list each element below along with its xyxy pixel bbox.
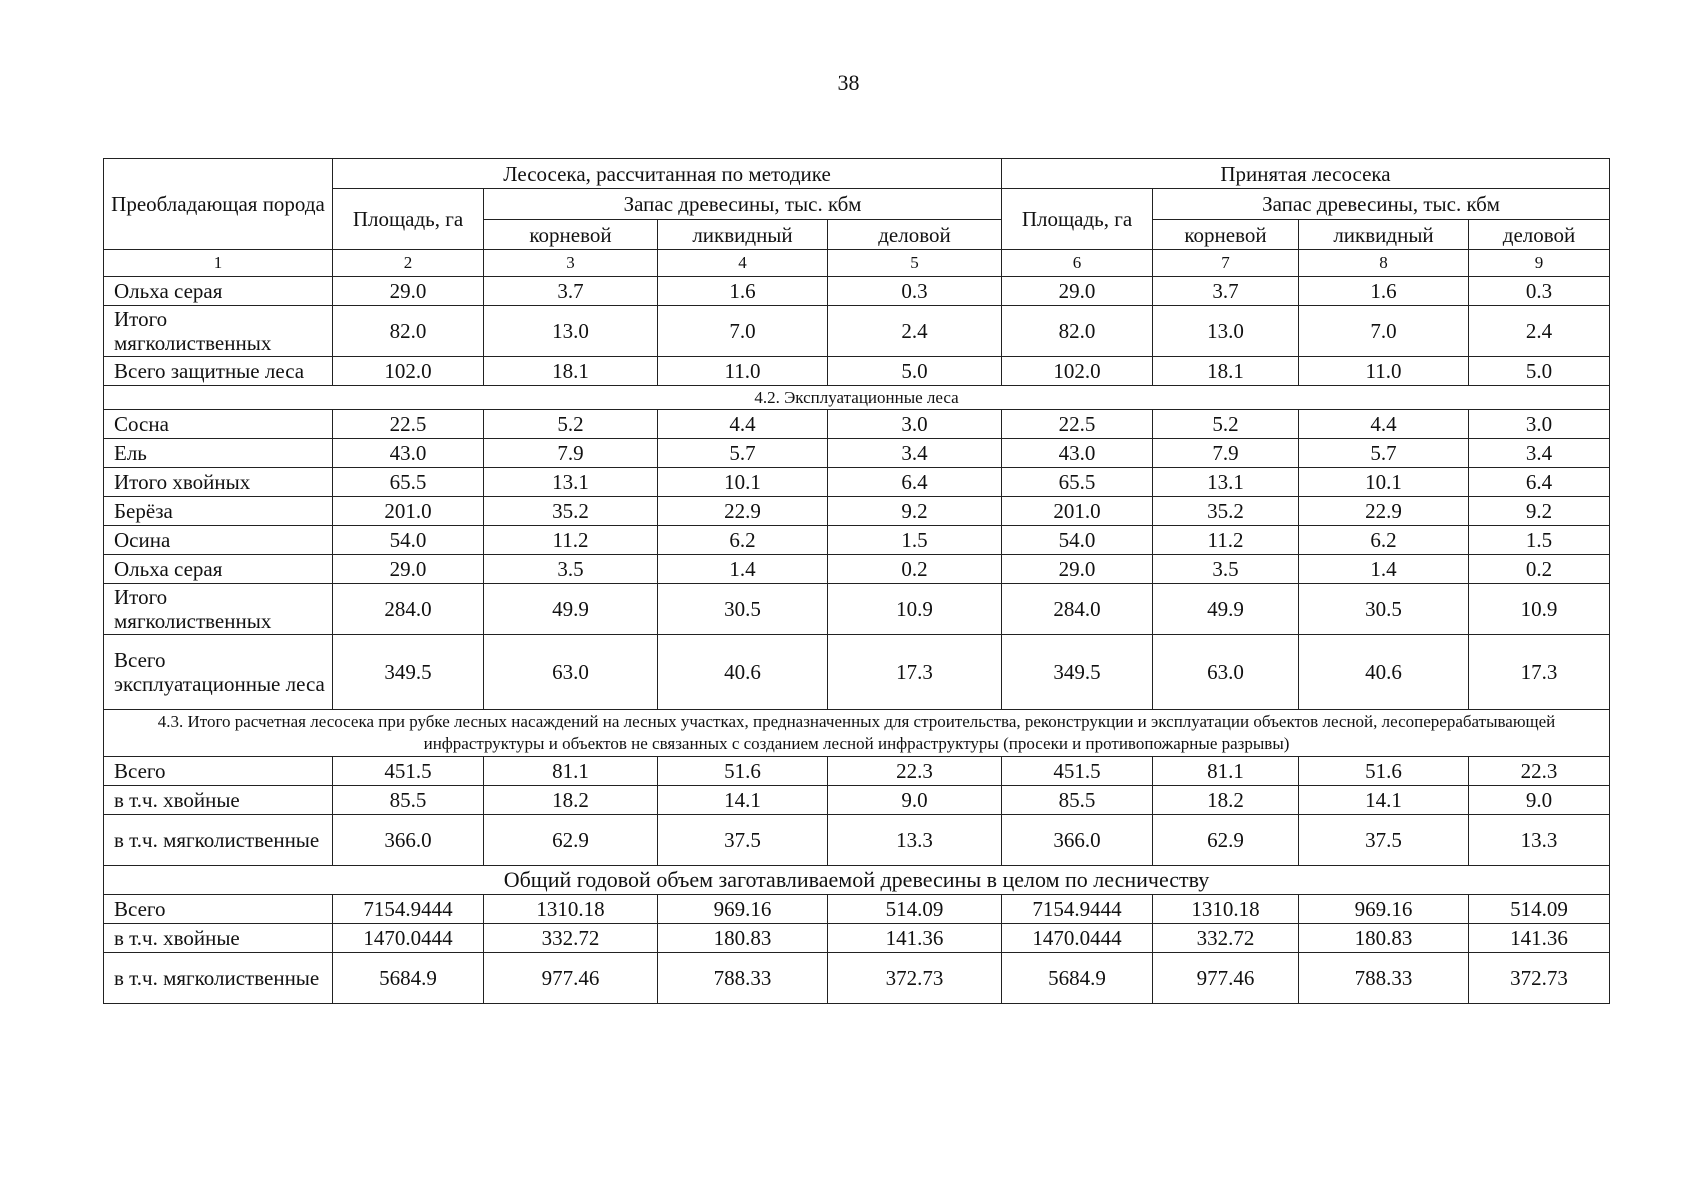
header-group-calculated: Лесосека, рассчитанная по методике	[333, 159, 1002, 189]
table-cell: 2.4	[828, 306, 1002, 357]
table-cell: 201.0	[333, 497, 484, 526]
row-label: Итого мягколиственных	[104, 584, 333, 635]
header-stock-accepted: Запас древесины, тыс. кбм	[1153, 189, 1610, 220]
row-label: Ель	[104, 439, 333, 468]
table-cell: 37.5	[658, 815, 828, 866]
header-root-accepted: корневой	[1153, 220, 1299, 250]
table-cell: 1310.18	[1153, 895, 1299, 924]
table-cell: 4.4	[1299, 410, 1469, 439]
table-cell: 14.1	[1299, 786, 1469, 815]
table-cell: 14.1	[658, 786, 828, 815]
table-row	[104, 815, 1610, 866]
table-cell: 13.0	[484, 306, 658, 357]
table-cell: 141.36	[1469, 924, 1610, 953]
table-cell: 22.9	[658, 497, 828, 526]
table-cell: 5.0	[828, 357, 1002, 386]
table-row	[104, 924, 1610, 953]
table-cell: 18.2	[484, 786, 658, 815]
table-row	[104, 439, 1610, 468]
table-cell: 18.1	[484, 357, 658, 386]
table-cell: 49.9	[484, 584, 658, 635]
table-row	[104, 306, 1610, 357]
header-area-calculated: Площадь, га	[333, 189, 484, 250]
table-cell: 366.0	[333, 815, 484, 866]
table-cell: 54.0	[1002, 526, 1153, 555]
row-label: Ольха серая	[104, 277, 333, 306]
header-business-calculated: деловой	[828, 220, 1002, 250]
table-cell: 65.5	[333, 468, 484, 497]
table-cell: 35.2	[1153, 497, 1299, 526]
table-cell: 30.5	[1299, 584, 1469, 635]
table-cell: 6.2	[1299, 526, 1469, 555]
table-cell: 9.2	[828, 497, 1002, 526]
table-cell: 5.7	[1299, 439, 1469, 468]
table-cell: 13.3	[828, 815, 1002, 866]
table-cell: 180.83	[658, 924, 828, 953]
table-cell: 451.5	[333, 757, 484, 786]
section-heading-infrastructure: 4.3. Итого расчетная лесосека при рубке лесных насаждений на лесных участках, предназначенных для строительства, реконструкции и эксплуатации объектов лесной, лесоперерабатывающей инфраструктуры и объектов не связанных с созданием лесной инфраструктуры (просеки и противопожарные разрывы)	[104, 710, 1610, 757]
table-cell: 5684.9	[333, 953, 484, 1004]
table-cell: 5.7	[658, 439, 828, 468]
table-row	[104, 895, 1610, 924]
header-species: Преобладающая порода	[104, 159, 333, 250]
table-row	[104, 555, 1610, 584]
table-cell: 40.6	[1299, 635, 1469, 710]
table-cell: 0.3	[828, 277, 1002, 306]
table-cell: 788.33	[1299, 953, 1469, 1004]
table-cell: 82.0	[333, 306, 484, 357]
table-cell: 54.0	[333, 526, 484, 555]
header-group-accepted: Принятая лесосека	[1002, 159, 1610, 189]
table-cell: 977.46	[484, 953, 658, 1004]
table-cell: 3.4	[1469, 439, 1610, 468]
table-row	[104, 953, 1610, 1004]
table-cell: 7.9	[484, 439, 658, 468]
table-cell: 1310.18	[484, 895, 658, 924]
table-cell: 85.5	[1002, 786, 1153, 815]
table-cell: 7154.9444	[1002, 895, 1153, 924]
table-cell: 284.0	[1002, 584, 1153, 635]
table-cell: 65.5	[1002, 468, 1153, 497]
table-cell: 40.6	[658, 635, 828, 710]
section-heading-total: Общий годовой объем заготавливаемой древесины в целом по лесничеству	[104, 866, 1610, 895]
table-cell: 7.0	[1299, 306, 1469, 357]
table-row	[104, 277, 1610, 306]
column-number: 3	[484, 250, 658, 277]
table-cell: 5.2	[1153, 410, 1299, 439]
table-cell: 3.7	[1153, 277, 1299, 306]
row-label: в т.ч. мягколиственные	[104, 815, 333, 866]
table-cell: 7154.9444	[333, 895, 484, 924]
table-cell: 18.2	[1153, 786, 1299, 815]
table-cell: 11.0	[1299, 357, 1469, 386]
row-label: Всего	[104, 757, 333, 786]
table-cell: 10.1	[1299, 468, 1469, 497]
table-cell: 969.16	[658, 895, 828, 924]
row-label: Берёза	[104, 497, 333, 526]
allowable-cut-table	[103, 158, 1610, 1004]
table-cell: 3.4	[828, 439, 1002, 468]
column-number: 7	[1153, 250, 1299, 277]
row-label: Всего эксплуатационные леса	[104, 635, 333, 710]
table-cell: 102.0	[1002, 357, 1153, 386]
table-cell: 349.5	[1002, 635, 1153, 710]
table-cell: 9.2	[1469, 497, 1610, 526]
table-cell: 332.72	[1153, 924, 1299, 953]
table-cell: 372.73	[1469, 953, 1610, 1004]
table-cell: 4.4	[658, 410, 828, 439]
table-cell: 10.9	[828, 584, 1002, 635]
header-liquid-accepted: ликвидный	[1299, 220, 1469, 250]
table-cell: 0.3	[1469, 277, 1610, 306]
header-root-calculated: корневой	[484, 220, 658, 250]
column-number: 9	[1469, 250, 1610, 277]
table-row	[104, 526, 1610, 555]
row-label: Всего защитные леса	[104, 357, 333, 386]
row-label: Сосна	[104, 410, 333, 439]
table-cell: 1.4	[658, 555, 828, 584]
table-cell: 13.0	[1153, 306, 1299, 357]
table-cell: 22.3	[1469, 757, 1610, 786]
table-cell: 62.9	[1153, 815, 1299, 866]
header-stock-calculated: Запас древесины, тыс. кбм	[484, 189, 1002, 220]
table-cell: 17.3	[1469, 635, 1610, 710]
row-label: в т.ч. хвойные	[104, 786, 333, 815]
table-cell: 372.73	[828, 953, 1002, 1004]
table-cell: 9.0	[1469, 786, 1610, 815]
table-cell: 18.1	[1153, 357, 1299, 386]
table-cell: 3.0	[828, 410, 1002, 439]
table-row	[104, 468, 1610, 497]
table-cell: 366.0	[1002, 815, 1153, 866]
table-cell: 6.4	[828, 468, 1002, 497]
column-number: 5	[828, 250, 1002, 277]
table-row	[104, 584, 1610, 635]
section-heading-exploitation-row	[104, 386, 1610, 410]
table-cell: 332.72	[484, 924, 658, 953]
table-cell: 1.4	[1299, 555, 1469, 584]
column-number-row	[104, 250, 1610, 277]
table-cell: 22.5	[1002, 410, 1153, 439]
table-cell: 11.2	[484, 526, 658, 555]
table-cell: 43.0	[1002, 439, 1153, 468]
table-cell: 180.83	[1299, 924, 1469, 953]
table-cell: 3.5	[484, 555, 658, 584]
table-cell: 35.2	[484, 497, 658, 526]
table-cell: 37.5	[1299, 815, 1469, 866]
table-cell: 9.0	[828, 786, 1002, 815]
table-cell: 141.36	[828, 924, 1002, 953]
table-cell: 22.3	[828, 757, 1002, 786]
table-cell: 11.2	[1153, 526, 1299, 555]
table-cell: 1.5	[828, 526, 1002, 555]
page-number: 38	[837, 70, 860, 95]
table-cell: 43.0	[333, 439, 484, 468]
table-cell: 63.0	[484, 635, 658, 710]
table-cell: 284.0	[333, 584, 484, 635]
table-cell: 30.5	[658, 584, 828, 635]
row-label: в т.ч. мягколиственные	[104, 953, 333, 1004]
table-cell: 63.0	[1153, 635, 1299, 710]
table-cell: 51.6	[658, 757, 828, 786]
table-cell: 5.2	[484, 410, 658, 439]
table-cell: 0.2	[1469, 555, 1610, 584]
header-area-accepted: Площадь, га	[1002, 189, 1153, 250]
table-cell: 51.6	[1299, 757, 1469, 786]
row-label: Осина	[104, 526, 333, 555]
table-cell: 6.2	[658, 526, 828, 555]
table-cell: 1.6	[658, 277, 828, 306]
table-cell: 81.1	[1153, 757, 1299, 786]
table-cell: 3.5	[1153, 555, 1299, 584]
table-cell: 29.0	[333, 277, 484, 306]
row-label: Итого мягколиственных	[104, 306, 333, 357]
table-row	[104, 410, 1610, 439]
table-cell: 977.46	[1153, 953, 1299, 1004]
table-cell: 13.1	[1153, 468, 1299, 497]
column-number: 4	[658, 250, 828, 277]
table-row	[104, 786, 1610, 815]
column-number: 1	[104, 250, 333, 277]
table-cell: 5684.9	[1002, 953, 1153, 1004]
column-number: 2	[333, 250, 484, 277]
row-label: Всего	[104, 895, 333, 924]
section-heading-exploitation: 4.2. Эксплуатационные леса	[104, 386, 1610, 410]
row-label: в т.ч. хвойные	[104, 924, 333, 953]
table-cell: 62.9	[484, 815, 658, 866]
table-cell: 451.5	[1002, 757, 1153, 786]
table-cell: 201.0	[1002, 497, 1153, 526]
table-row	[104, 635, 1610, 710]
table-cell: 1.5	[1469, 526, 1610, 555]
table-cell: 17.3	[828, 635, 1002, 710]
table-cell: 29.0	[1002, 277, 1153, 306]
table-cell: 1470.0444	[1002, 924, 1153, 953]
table-cell: 102.0	[333, 357, 484, 386]
column-number: 8	[1299, 250, 1469, 277]
table-cell: 10.9	[1469, 584, 1610, 635]
table-row	[104, 757, 1610, 786]
table-row	[104, 497, 1610, 526]
table-cell: 29.0	[1002, 555, 1153, 584]
section-heading-total-row	[104, 866, 1610, 895]
table-cell: 969.16	[1299, 895, 1469, 924]
header-liquid-calculated: ликвидный	[658, 220, 828, 250]
table-cell: 0.2	[828, 555, 1002, 584]
table-cell: 85.5	[333, 786, 484, 815]
table-cell: 81.1	[484, 757, 658, 786]
table-cell: 22.9	[1299, 497, 1469, 526]
table-row	[104, 357, 1610, 386]
table-cell: 7.0	[658, 306, 828, 357]
table-cell: 11.0	[658, 357, 828, 386]
table-cell: 6.4	[1469, 468, 1610, 497]
table-cell: 10.1	[658, 468, 828, 497]
table-cell: 7.9	[1153, 439, 1299, 468]
table-cell: 1.6	[1299, 277, 1469, 306]
row-label: Ольха серая	[104, 555, 333, 584]
table-cell: 5.0	[1469, 357, 1610, 386]
table-cell: 3.0	[1469, 410, 1610, 439]
table-cell: 13.1	[484, 468, 658, 497]
table-cell: 82.0	[1002, 306, 1153, 357]
table-cell: 2.4	[1469, 306, 1610, 357]
table-cell: 514.09	[828, 895, 1002, 924]
table-cell: 3.7	[484, 277, 658, 306]
table-cell: 788.33	[658, 953, 828, 1004]
header-business-accepted: деловой	[1469, 220, 1610, 250]
section-heading-infrastructure-row	[104, 710, 1610, 757]
table-cell: 29.0	[333, 555, 484, 584]
table-cell: 514.09	[1469, 895, 1610, 924]
table-cell: 13.3	[1469, 815, 1610, 866]
row-label: Итого хвойных	[104, 468, 333, 497]
table-cell: 1470.0444	[333, 924, 484, 953]
table-cell: 49.9	[1153, 584, 1299, 635]
table-cell: 349.5	[333, 635, 484, 710]
table-cell: 22.5	[333, 410, 484, 439]
column-number: 6	[1002, 250, 1153, 277]
